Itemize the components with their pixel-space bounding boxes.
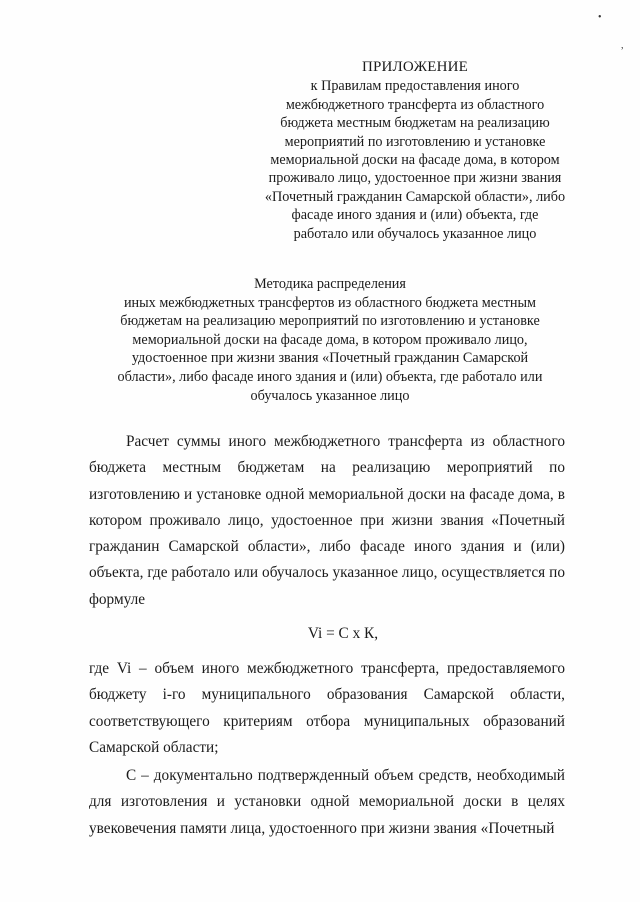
method-title-line: Методика распределения	[254, 276, 406, 292]
appendix-line: мероприятий по изготовлению и установке	[284, 133, 546, 150]
method-title	[80, 275, 580, 405]
appendix-line: бюджета местным бюджетам на реализацию	[280, 115, 550, 132]
variable-definition-c: С – документально подтвержденный объем средств, необходимый для изготовления и установки одной мемориальной доски в целях увековечения памяти лица, удостоенного при жизни звания «Почетный	[89, 767, 565, 837]
method-title-line: бюджетам на реализацию мероприятий по изготовлению и установке	[120, 313, 540, 330]
appendix-heading: ПРИЛОЖЕНИЕ	[361, 59, 469, 75]
scan-speck: ,	[621, 40, 624, 51]
appendix-line: к Правилам предоставления иного	[310, 78, 520, 95]
variable-definition-vi: где Vi – объем иного межбюджетного трансферта, предоставляемого бюджету i-го муниципального образования Самарской области, соответствующего критериям отбора муниципальных образований Самарской области;	[89, 660, 565, 756]
formula: Vi = С х К,	[307, 625, 379, 642]
method-title-line: обучалось указанное лицо	[250, 387, 410, 404]
appendix-line: «Почетный гражданин Самарской области», либо	[264, 188, 566, 205]
method-title-line: удостоенное при жизни звания «Почетный гражданин Самарской	[131, 350, 529, 367]
method-title-line: области», либо фасаде иного здания и (или) объекта, где работало или	[117, 368, 543, 385]
method-title-line: мемориальной доски на фасаде дома, в котором проживало лицо,	[132, 331, 528, 348]
appendix-line: проживало лицо, удостоенное при жизни звания	[268, 170, 562, 187]
appendix-line: мемориальной доски на фасаде дома, в котором	[270, 152, 560, 169]
scan-speck: •	[598, 12, 602, 23]
calculation-paragraph: Расчет суммы иного межбюджетного трансферта из областного бюджета местным бюджетам на реализацию мероприятий по изготовлению и установке одной мемориальной доски на фасаде дома, в котором проживало лицо, удостоенное при жизни звания «Почетный гражданин Самарской области», либо фасаде иного здания и (или) объекта, где работало или обучалось указанное лицо, осуществляется по формуле	[89, 433, 565, 608]
appendix-line: фасаде иного здания и (или) объекта, где	[291, 207, 539, 224]
appendix-header	[230, 58, 600, 243]
method-title-line: иных межбюджетных трансфертов из областного бюджета местным	[123, 294, 537, 311]
appendix-line: работало или обучалось указанное лицо	[293, 225, 537, 242]
appendix-line: межбюджетного трансферта из областного	[285, 96, 545, 113]
